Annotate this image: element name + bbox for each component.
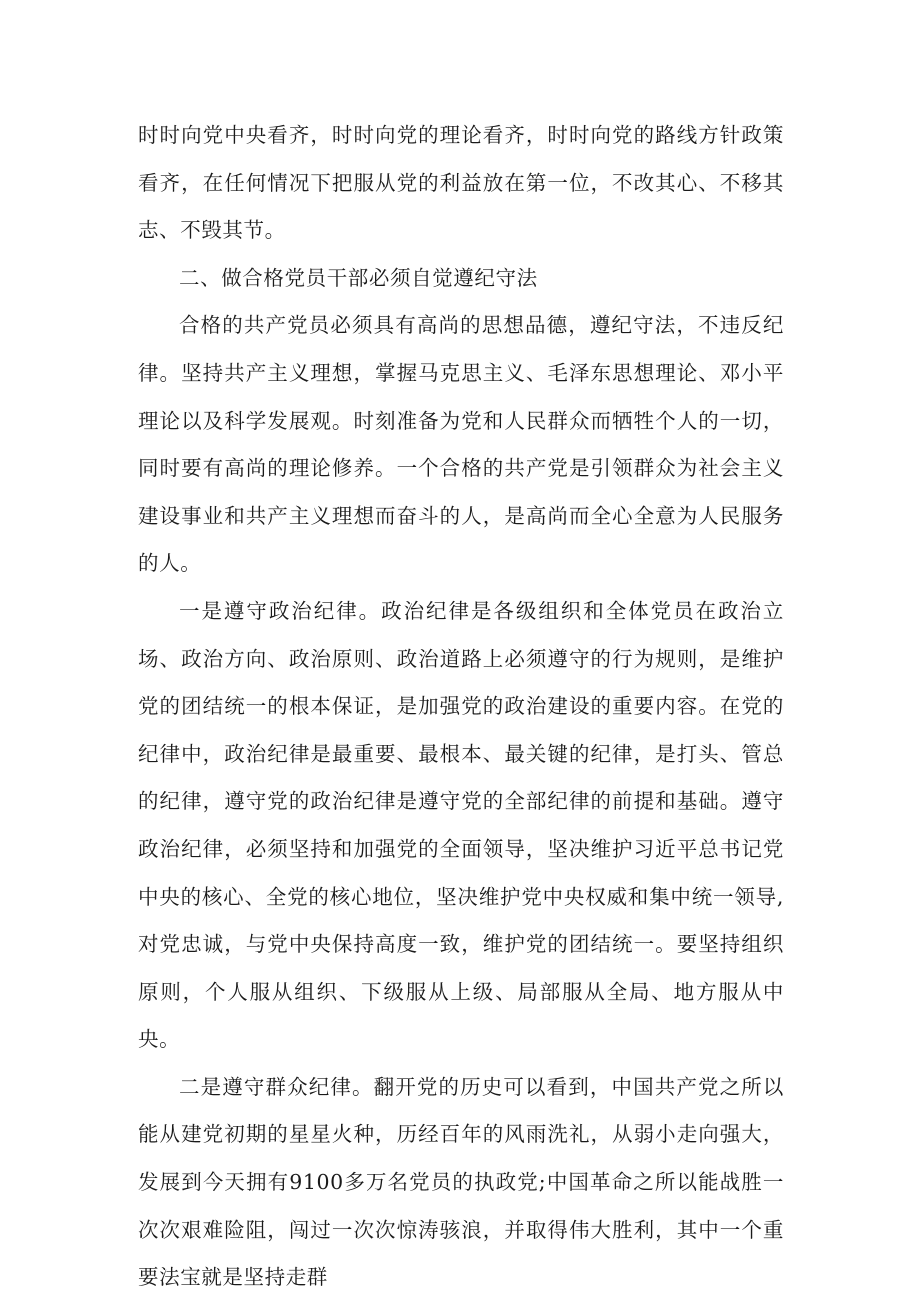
paragraph: 合格的共产党员必须具有高尚的思想品德，遵纪守法，不违反纪律。坚持共产主义理想，掌握马克思主义、毛泽东思想理论、邓小平理论以及科学发展观。时刻准备为党和人民群众而牺牲个人的一切，同时要有高尚的理论修养。一个合格的共产党是引领群众为社会主义建设事业和共产主义理想而奋斗的人，是高尚而全心全意为人民服务的人。 [138, 313, 784, 576]
document-body [138, 112, 784, 1302]
section-heading: 二、做合格党员干部必须自觉遵纪守法 [179, 265, 538, 290]
paragraph: 一是遵守政治纪律。政治纪律是各级组织和全体党员在政治立场、政治方向、政治原则、政治道路上必须遵守的行为规则，是维护党的团结统一的根本保证，是加强党的政治建设的重要内容。在党的纪律中，政治纪律是最重要、最根本、最关键的纪律，是打头、管总的纪律，遵守党的政治纪律是遵守党的全部纪律的前提和基础。遵守政治纪律，必须坚持和加强党的全面领导，坚决维护习近平总书记党中央的核心、全党的核心地位，坚决维护党中央权威和集中统一领导,对党忠诚，与党中央保持高度一致，维护党的团结统一。要坚持组织原则，个人服从组织、下级服从上级、局部服从全局、地方服从中央。 [138, 598, 784, 1052]
paragraph: 二是遵守群众纪律。翻开党的历史可以看到，中国共产党之所以能从建党初期的星星火种，历经百年的风雨洗礼，从弱小走向强大，发展到今天拥有9100多万名党员的执政党;中国革命之所以能战胜一次次艰难险阻，闯过一次次惊涛骇浪，并取得伟大胜利，其中一个重要法宝就是坚持走群 [138, 1074, 784, 1290]
paragraph-continued: 时时向党中央看齐，时时向党的理论看齐，时时向党的路线方针政策看齐，在任何情况下把服从党的利益放在第一位，不改其心、不移其志、不毁其节。 [138, 123, 784, 243]
